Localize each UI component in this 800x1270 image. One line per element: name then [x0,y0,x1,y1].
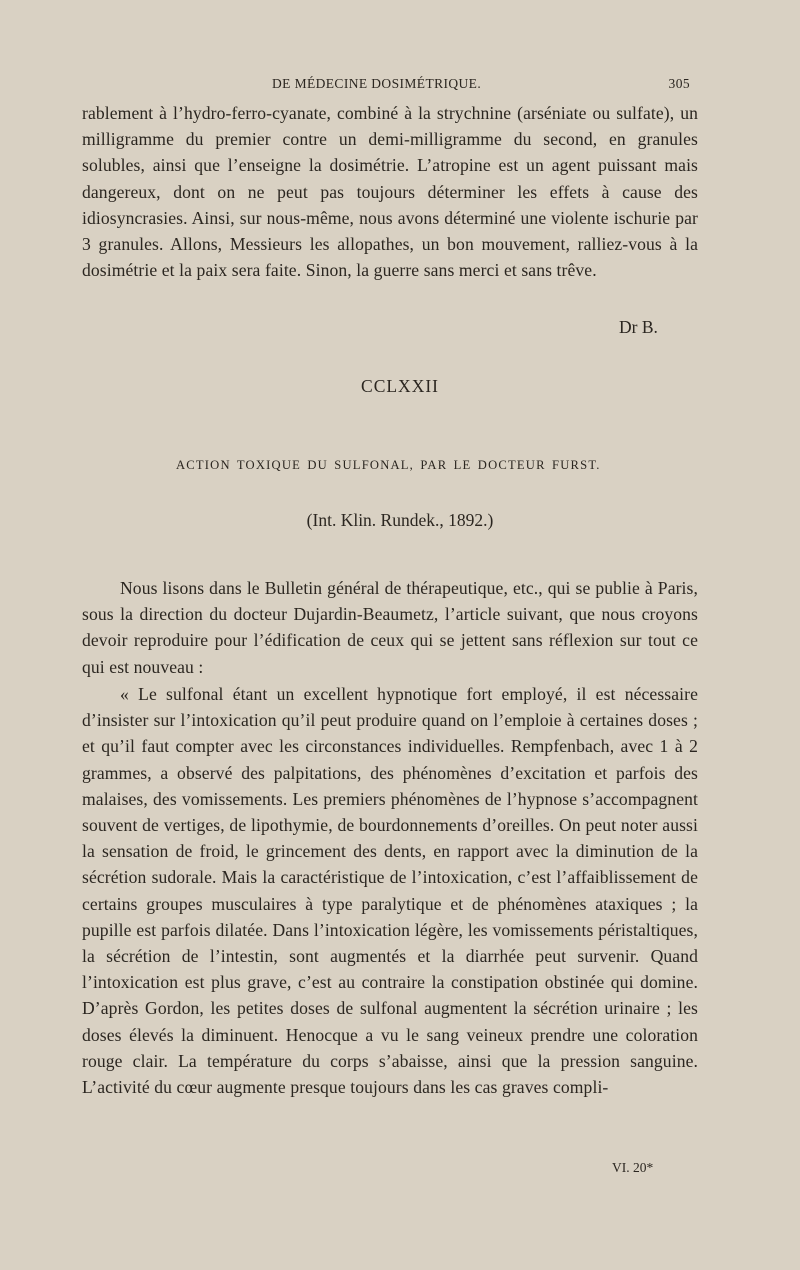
signature-mark: VI. 20* [612,1160,654,1175]
paragraph-1: rablement à l’hydro-ferro-cyanate, combiné à la strychnine (arséniate ou sulfate), un milligramme du premier contre un demi-milligramme du second, en granules solubles, ainsi que l’enseigne la dosimétrie. L’atropine est un agent puissant mais dangereux, dont on ne peut pas toujours déterminer les effets à cause des idiosyncrasies. Ainsi, sur nous-même, nous avons déterminé une violente ischurie par 3 granules. Allons, Messieurs les allopathes, un bon mouvement, ralliez-vous à la dosimétrie et la paix sera faite. Sinon, la guerre sans merci et sans trêve. [82,103,698,281]
source-citation: (Int. Klin. Rundek., 1892.) [306,510,494,530]
chapter-number: CCLXXII [361,376,439,396]
author-signature: Dr B. [619,317,658,337]
running-title: DE MÉDECINE DOSIMÉTRIQUE. [272,76,482,91]
page-number: 305 [668,76,690,91]
paragraph-3: « Le sulfonal étant un excellent hypnotique fort employé, il est nécessaire d’insister sur l’intoxication qu’il peut produire quand on l’emploie à certaines doses ; et qu’il faut compter avec les circonstances individuelles. Rempfenbach, avec 1 à 2 grammes, a observé des palpitations, des phénomènes d’excitation et parfois des malaises, des vomissements. Les premiers phénomènes de l’hypnose s’accompagnent souvent de vertiges, de lipothymie, de bourdonnements d’oreilles. On peut noter aussi la sensation de froid, le grincement des dents, en rapport avec la diminution de la sécrétion sudorale. Mais la caractéristique de l’intoxication, c’est l’affaiblissement de certains groupes musculaires à type paralytique et de phénomènes ataxiques ; la pupille est parfois dilatée. Dans l’intoxication légère, les vomissements péristaltiques, la sécrétion de l’intestin, sont augmentés et la diarrhée peut survenir. Quand l’intoxication est plus grave, c’est au contraire la constipation obstinée qui domine. D’après Gordon, les petites doses de sulfonal augmentent la sécrétion urinaire ; les doses élevés la diminuent. Henocque a vu le sang veineux prendre une coloration rouge clair. La température du corps s’abaisse, ainsi que la pression sanguine. L’activité du cœur augmente presque toujours dans les cas graves compli- [82,684,698,1098]
paragraph-2: Nous lisons dans le Bulletin général de thérapeutique, etc., qui se publie à Paris, sous la direction du docteur Dujardin-Beaumetz, l’article suivant, que nous croyons devoir reproduire pour l’édification de ceux qui se jettent sans réflexion sur tout ce qui est nouveau : [82,578,698,677]
chapter-title: ACTION TOXIQUE DU SULFONAL, PAR LE DOCTEUR FURST. [176,458,601,472]
